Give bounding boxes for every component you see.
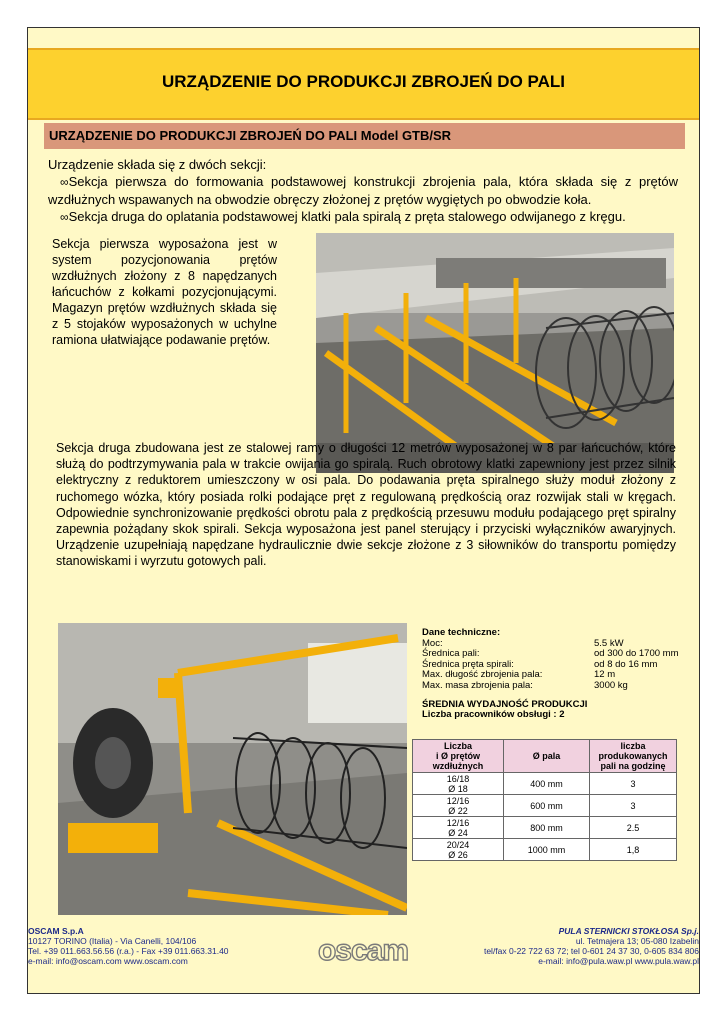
tech-label: Max. masa zbrojenia pala:	[422, 679, 533, 691]
tech-value: od 300 do 1700 mm	[594, 648, 679, 660]
model-banner	[44, 123, 685, 149]
bullet-2-text: Sekcja druga do oplatania podstawowej klatki pala spiralą z pręta stalowego odwijanego z kręgu.	[68, 209, 626, 224]
tech-value: 3000 kg	[594, 679, 628, 691]
cell-bars: 12/16 Ø 24	[413, 817, 504, 839]
table-row	[413, 795, 677, 817]
cell-rate: 3	[590, 773, 677, 795]
tech-value: 5.5 kW	[594, 637, 624, 649]
infinity-bullet-icon: ∞	[60, 175, 69, 189]
cell-pile: 600 mm	[504, 795, 590, 817]
section-one-description: Sekcja pierwsza wyposażona jest w system pozycjonowania prętów wzdłużnych złożony z 8 napędzanych łańcuchów z kołkami pozycjonującymi. Magazyn prętów wzdłużnych składa się z 5 stojaków wyposażonych w uchylne ramiona ułatwiające podawanie prętów.	[52, 237, 277, 347]
footer-manufacturer	[28, 926, 229, 966]
technical-data	[422, 628, 692, 721]
tech-label: Max. długość zbrojenia pala:	[422, 669, 543, 681]
tech-label: Moc:	[422, 637, 443, 649]
page-title: URZĄDZENIE DO PRODUKCJI ZBROJEŃ DO PALI	[162, 72, 565, 91]
manufacturer-phone: Tel. +39 011.663.56.56 (r.a.) - Fax +39 011.663.31.40	[28, 946, 229, 956]
distributor-phone: tel/fax 0-22 722 63 72; tel 0-601 24 37 30, 0-605 834 806	[483, 946, 699, 956]
tech-value: 12 m	[594, 669, 616, 681]
table-row	[413, 839, 677, 861]
distributor-contact: e-mail: info@pula.waw.pl www.pula.waw.pl	[538, 956, 699, 966]
col-header-rate: liczba produkowanych pali na godzinę	[590, 740, 677, 773]
intro-line: Urządzenie składa się z dwóch sekcji:	[48, 157, 267, 172]
cell-bars: 16/18 Ø 18	[413, 773, 504, 795]
intro-bullet-1	[48, 173, 678, 208]
manufacturer-name: OSCAM S.p.A	[28, 926, 84, 936]
title-banner	[28, 48, 699, 120]
oscam-logo	[309, 933, 417, 967]
tech-label: Średnica pręta spirali:	[422, 658, 514, 670]
manufacturer-contact: e-mail: info@oscam.com www.oscam.com	[28, 956, 188, 966]
logo-text: oscam	[317, 934, 409, 967]
tech-heading: Dane techniczne:	[422, 627, 501, 638]
cell-rate: 1,8	[590, 839, 677, 861]
intro-bullet-2	[48, 208, 678, 226]
table-header-row	[413, 740, 677, 773]
infinity-bullet-icon: ∞	[60, 210, 69, 224]
col-header-pile-diameter: Ø pala	[504, 740, 590, 773]
section-two-description: Sekcja druga zbudowana jest ze stalowej ramy o długości 12 metrów wyposażonej w 8 par łańcuchów, które służą do podtrzymywania pala w trakcie owijania go spiralą. Ruch obrotowy klatki zapewniony jest przez silnik elektryczny z reduktorem umieszczony w osi pala. Do podawania pręta spiralnego służy moduł złożony z ruchomego wózka, który posiada rolki podające pręt z regulowaną prędkością oraz rozwijak stali w kręgach. Odpowiednie synchronizowanie prędkości obrotu pala z prędkością przesuwu modułu podającego pręt spiralny zapewnia pożądany skok spirali. Sekcja wyposażona jest panel sterujący i przyciski wyłączników awaryjnych. Urządzenie uzupełniają napędzane hydraulicznie dwie sekcje złożone z 3 siłowników do transportu pomiędzy stanowiskami i wyrzutu gotowych pali.	[56, 441, 676, 569]
model-heading: URZĄDZENIE DO PRODUKCJI ZBROJEŃ DO PALI Model GTB/SR	[49, 128, 452, 143]
cell-bars: 12/16 Ø 22	[413, 795, 504, 817]
cell-rate: 3	[590, 795, 677, 817]
col-header-bars: Liczba i Ø prętów wzdłużnych	[413, 740, 504, 773]
datasheet-page	[27, 27, 700, 994]
footer-distributor	[484, 926, 699, 966]
cell-pile: 400 mm	[504, 773, 590, 795]
cell-rate: 2.5	[590, 817, 677, 839]
tech-row	[422, 681, 692, 692]
machine-photo-section-one	[316, 233, 674, 473]
distributor-name: PULA STERNICKI STOKŁOSA Sp.j.	[558, 926, 699, 936]
tech-label: Średnica pali:	[422, 648, 480, 660]
workers-count: Liczba pracowników obsługi : 2	[422, 709, 565, 721]
intro-section	[48, 156, 678, 226]
table-row	[413, 817, 677, 839]
manufacturer-address: 10127 TORINO (Italia) - Via Canelli, 104/106	[28, 936, 197, 946]
machine-photo-section-two	[58, 623, 407, 915]
distributor-address: ul. Tetmajera 13; 05-080 Izabelin	[575, 936, 699, 946]
cell-pile: 1000 mm	[504, 839, 590, 861]
cell-bars: 20/24 Ø 26	[413, 839, 504, 861]
table-row	[413, 773, 677, 795]
bullet-1-text: Sekcja pierwsza do formowania podstawowej konstrukcji zbrojenia pala, która składa się z prętów wzdłużnych wspawanych na obwodzie obręczy złożonej z prętów wygiętych po obwodzie koła.	[48, 174, 678, 207]
tech-value: od 8 do 16 mm	[594, 658, 658, 670]
output-heading: ŚREDNIA WYDAJNOŚĆ PRODUKCJI	[422, 698, 588, 710]
cell-pile: 800 mm	[504, 817, 590, 839]
production-table	[412, 739, 677, 861]
